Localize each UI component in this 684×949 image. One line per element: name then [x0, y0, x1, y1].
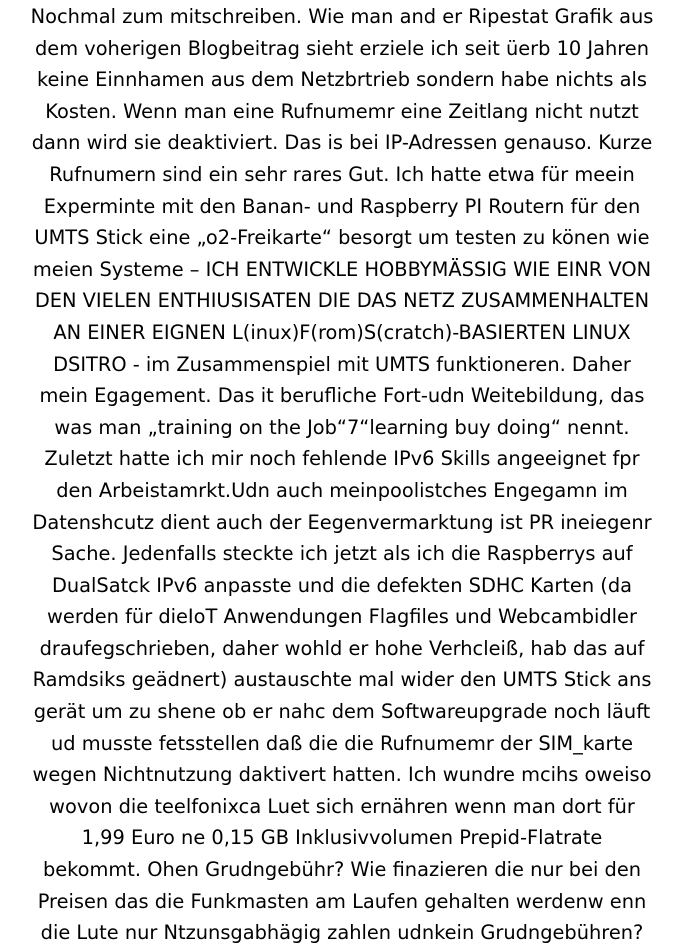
text-line: DualSatck IPv6 anpasste und die defekten SDHC Karten (da	[51, 573, 633, 597]
text-line: dann wird sie deaktiviert. Das is bei IP-Adressen genauso. Kurze	[31, 131, 653, 155]
text-line: gerät um zu shene ob er nahc dem Softwareupgrade noch läuft	[33, 700, 651, 724]
text-line: keine Einnhamen aus dem Netzbrtrieb sondern habe nichts als	[36, 68, 648, 92]
text-line: Kosten. Wenn man eine Rufnumemr eine Zeitlang nicht nutzt	[45, 99, 639, 123]
text-line: den Arbeistamrkt.Udn auch meinpoolistches Engegamn im	[56, 478, 628, 502]
text-line: werden für dieIoT Anwendungen Flagfiles und Webcambidler	[47, 605, 637, 629]
text-line: draufegschrieben, daher wohld er hohe Verhcleiß, hab das auf	[39, 636, 645, 660]
text-line: die Lute nur Ntzunsgabhägig zahlen udnkein Grudngebühren?	[40, 921, 644, 945]
text-line: UMTS Stick eine „o2-Freikarte“ besorgt um testen zu könen wie	[34, 226, 650, 250]
text-line: DEN VIELEN ENTHIUSISATEN DIE DAS NETZ ZUSAMMENHALTEN	[34, 289, 650, 313]
text-line: wovon die teelfonixca Luet sich ernähren wenn man dort für	[49, 794, 635, 818]
text-line: meien Systeme – ICH ENTWICKLE HOBBYMÄSSIG WIE EINR VON	[32, 257, 652, 281]
text-line: wegen Nichtnutzung daktivert hatten. Ich wundre mcihs oweiso	[32, 763, 652, 787]
text-line: was man „training on the Job“7“learning buy doing“ nennt.	[54, 415, 630, 439]
text-line: Zuletzt hatte ich mir noch fehlende IPv6 Skills angeeignet fpr	[44, 447, 640, 471]
text-line: Datenshcutz dient auch der Eegenvermarktung ist PR ineiegenr	[32, 510, 652, 534]
text-line: Nochmal zum mitschreiben. Wie man and er Ripestat Grafik aus	[30, 5, 654, 28]
text-line: Preisen das die Funkmasten am Laufen gehalten werdenw enn	[37, 889, 647, 913]
text-line: Ramdsiks geädnert) austauschte mal wider den UMTS Stick ans	[32, 668, 652, 692]
text-line: ud musste fetsstellen daß die die Rufnumemr der SIM_karte	[50, 731, 633, 755]
text-line: dem voherigen Blogbeitrag sieht erziele ich seit üerb 10 Jahren	[34, 36, 650, 60]
text-line: bekommt. Ohen Grudngebühr? Wie finazieren die nur bei den	[42, 858, 642, 882]
text-line: 1,99 Euro ne 0,15 GB Inklusivvolumen Prepid-Flatrate	[81, 826, 603, 850]
text-line: Rufnumern sind ein sehr rares Gut. Ich hatte etwa für meein	[49, 162, 635, 186]
text-line: AN EINER EIGNEN L(inux)F(rom)S(cratch)-BASIERTEN LINUX	[53, 320, 631, 344]
text-line: Experminte mit den Banan- und Raspberry PI Routern für den	[43, 194, 641, 218]
text-line: DSITRO - im Zusammenspiel mit UMTS funktioneren. Daher	[53, 352, 631, 376]
text-line: Sache. Jedenfalls steckte ich jetzt als ich die Raspberrys auf	[51, 542, 633, 566]
text-line: mein Egagement. Das it berufliche Fort-udn Weitebildung, das	[39, 384, 645, 408]
